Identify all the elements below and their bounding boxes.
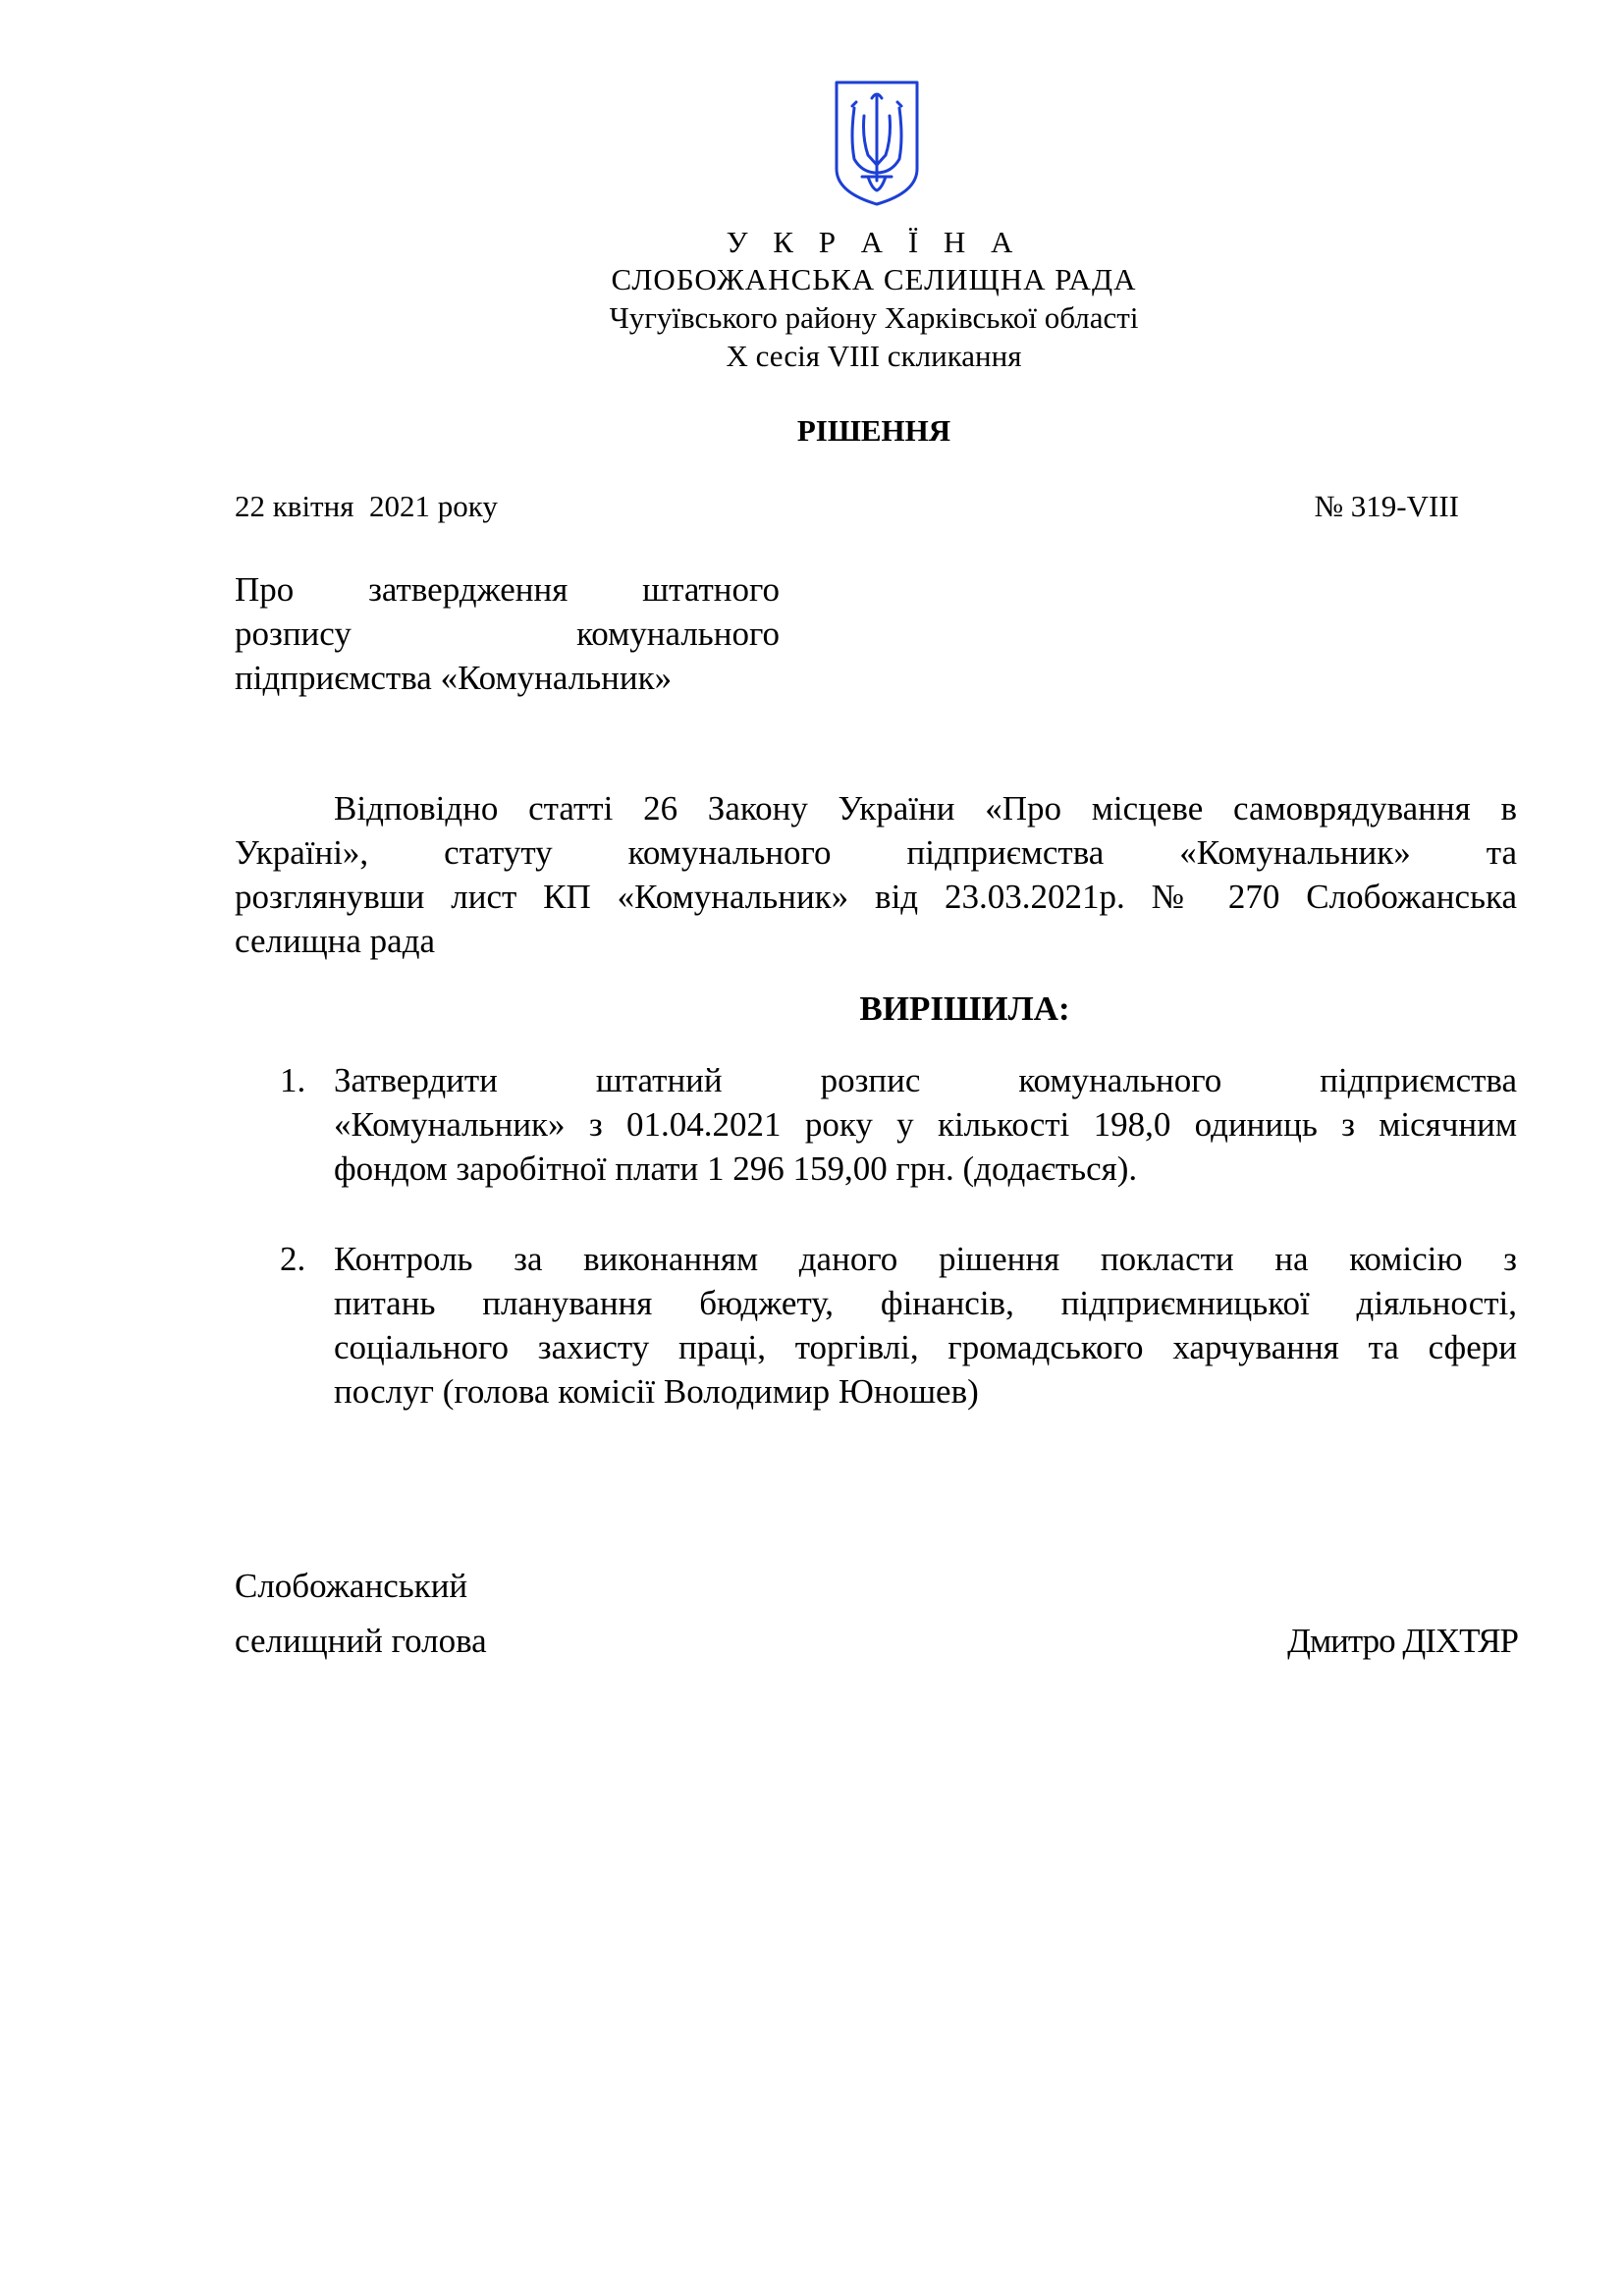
preamble-line: Відповідно статті 26 Закону України «Про місцеве самоврядування в xyxy=(334,789,1517,828)
item-line: фондом заробітної плати 1 296 159,00 грн. (додається). xyxy=(334,1149,1138,1188)
signature-name: Дмитро ДІХТЯР xyxy=(1287,1622,1518,1660)
item-number: 2. xyxy=(280,1240,306,1278)
item-line: Затвердити штатний розпис комунального підприємства xyxy=(334,1061,1517,1099)
preamble-line: селищна рада xyxy=(235,922,436,960)
decision-item xyxy=(235,1237,1517,1414)
subject-line: підприємства «Комунальник» xyxy=(235,659,673,697)
item-text xyxy=(334,1237,1517,1414)
item-line: послуг (голова комісії Володимир Юношев) xyxy=(334,1372,979,1411)
signature-position-line: Слобожанський xyxy=(235,1567,468,1605)
header-council-name: СЛОБОЖАНСЬКА СЕЛИЩНА РАДА xyxy=(611,262,1137,296)
item-line: «Комунальник» з 01.04.2021 року у кількості 198,0 одиниць з місячним xyxy=(334,1105,1517,1144)
item-line: питань планування бюджету, фінансів, підприємницької діяльності, xyxy=(334,1284,1517,1322)
decision-title: РІШЕННЯ xyxy=(796,413,951,448)
item-line: Контроль за виконанням даного рішення покласти на комісію з xyxy=(334,1240,1517,1278)
item-line: соціального захисту праці, торгівлі, громадського харчування та сфери xyxy=(334,1328,1517,1366)
coat-of-arms-icon xyxy=(833,79,921,208)
preamble-line: розглянувши лист КП «Комунальник» від 23.03.2021р. № 270 Слобожанська xyxy=(235,878,1517,916)
preamble-paragraph xyxy=(235,786,1517,963)
item-text xyxy=(334,1058,1517,1191)
decision-subject xyxy=(235,567,780,700)
header-country: У К Р А Ї Н А xyxy=(726,225,1022,259)
subject-line: Про затвердження штатного xyxy=(235,570,780,609)
subject-line: розпису комунального xyxy=(235,614,780,653)
preamble-line: Україні», статуту комунального підприємства «Комунальник» та xyxy=(235,833,1517,872)
signature-position xyxy=(235,1559,487,1669)
decision-date: 22 квітня 2021 року xyxy=(235,489,498,523)
resolved-heading: ВИРІШИЛА: xyxy=(859,989,1070,1028)
decision-number: № 319-VIII xyxy=(1314,489,1459,523)
decision-item xyxy=(235,1058,1517,1191)
header-district: Чугуївського району Харківської області xyxy=(609,300,1139,335)
item-number: 1. xyxy=(280,1061,306,1099)
signature-position-line: селищний голова xyxy=(235,1622,487,1660)
header-session: X сесія VIII скликання xyxy=(726,339,1022,373)
